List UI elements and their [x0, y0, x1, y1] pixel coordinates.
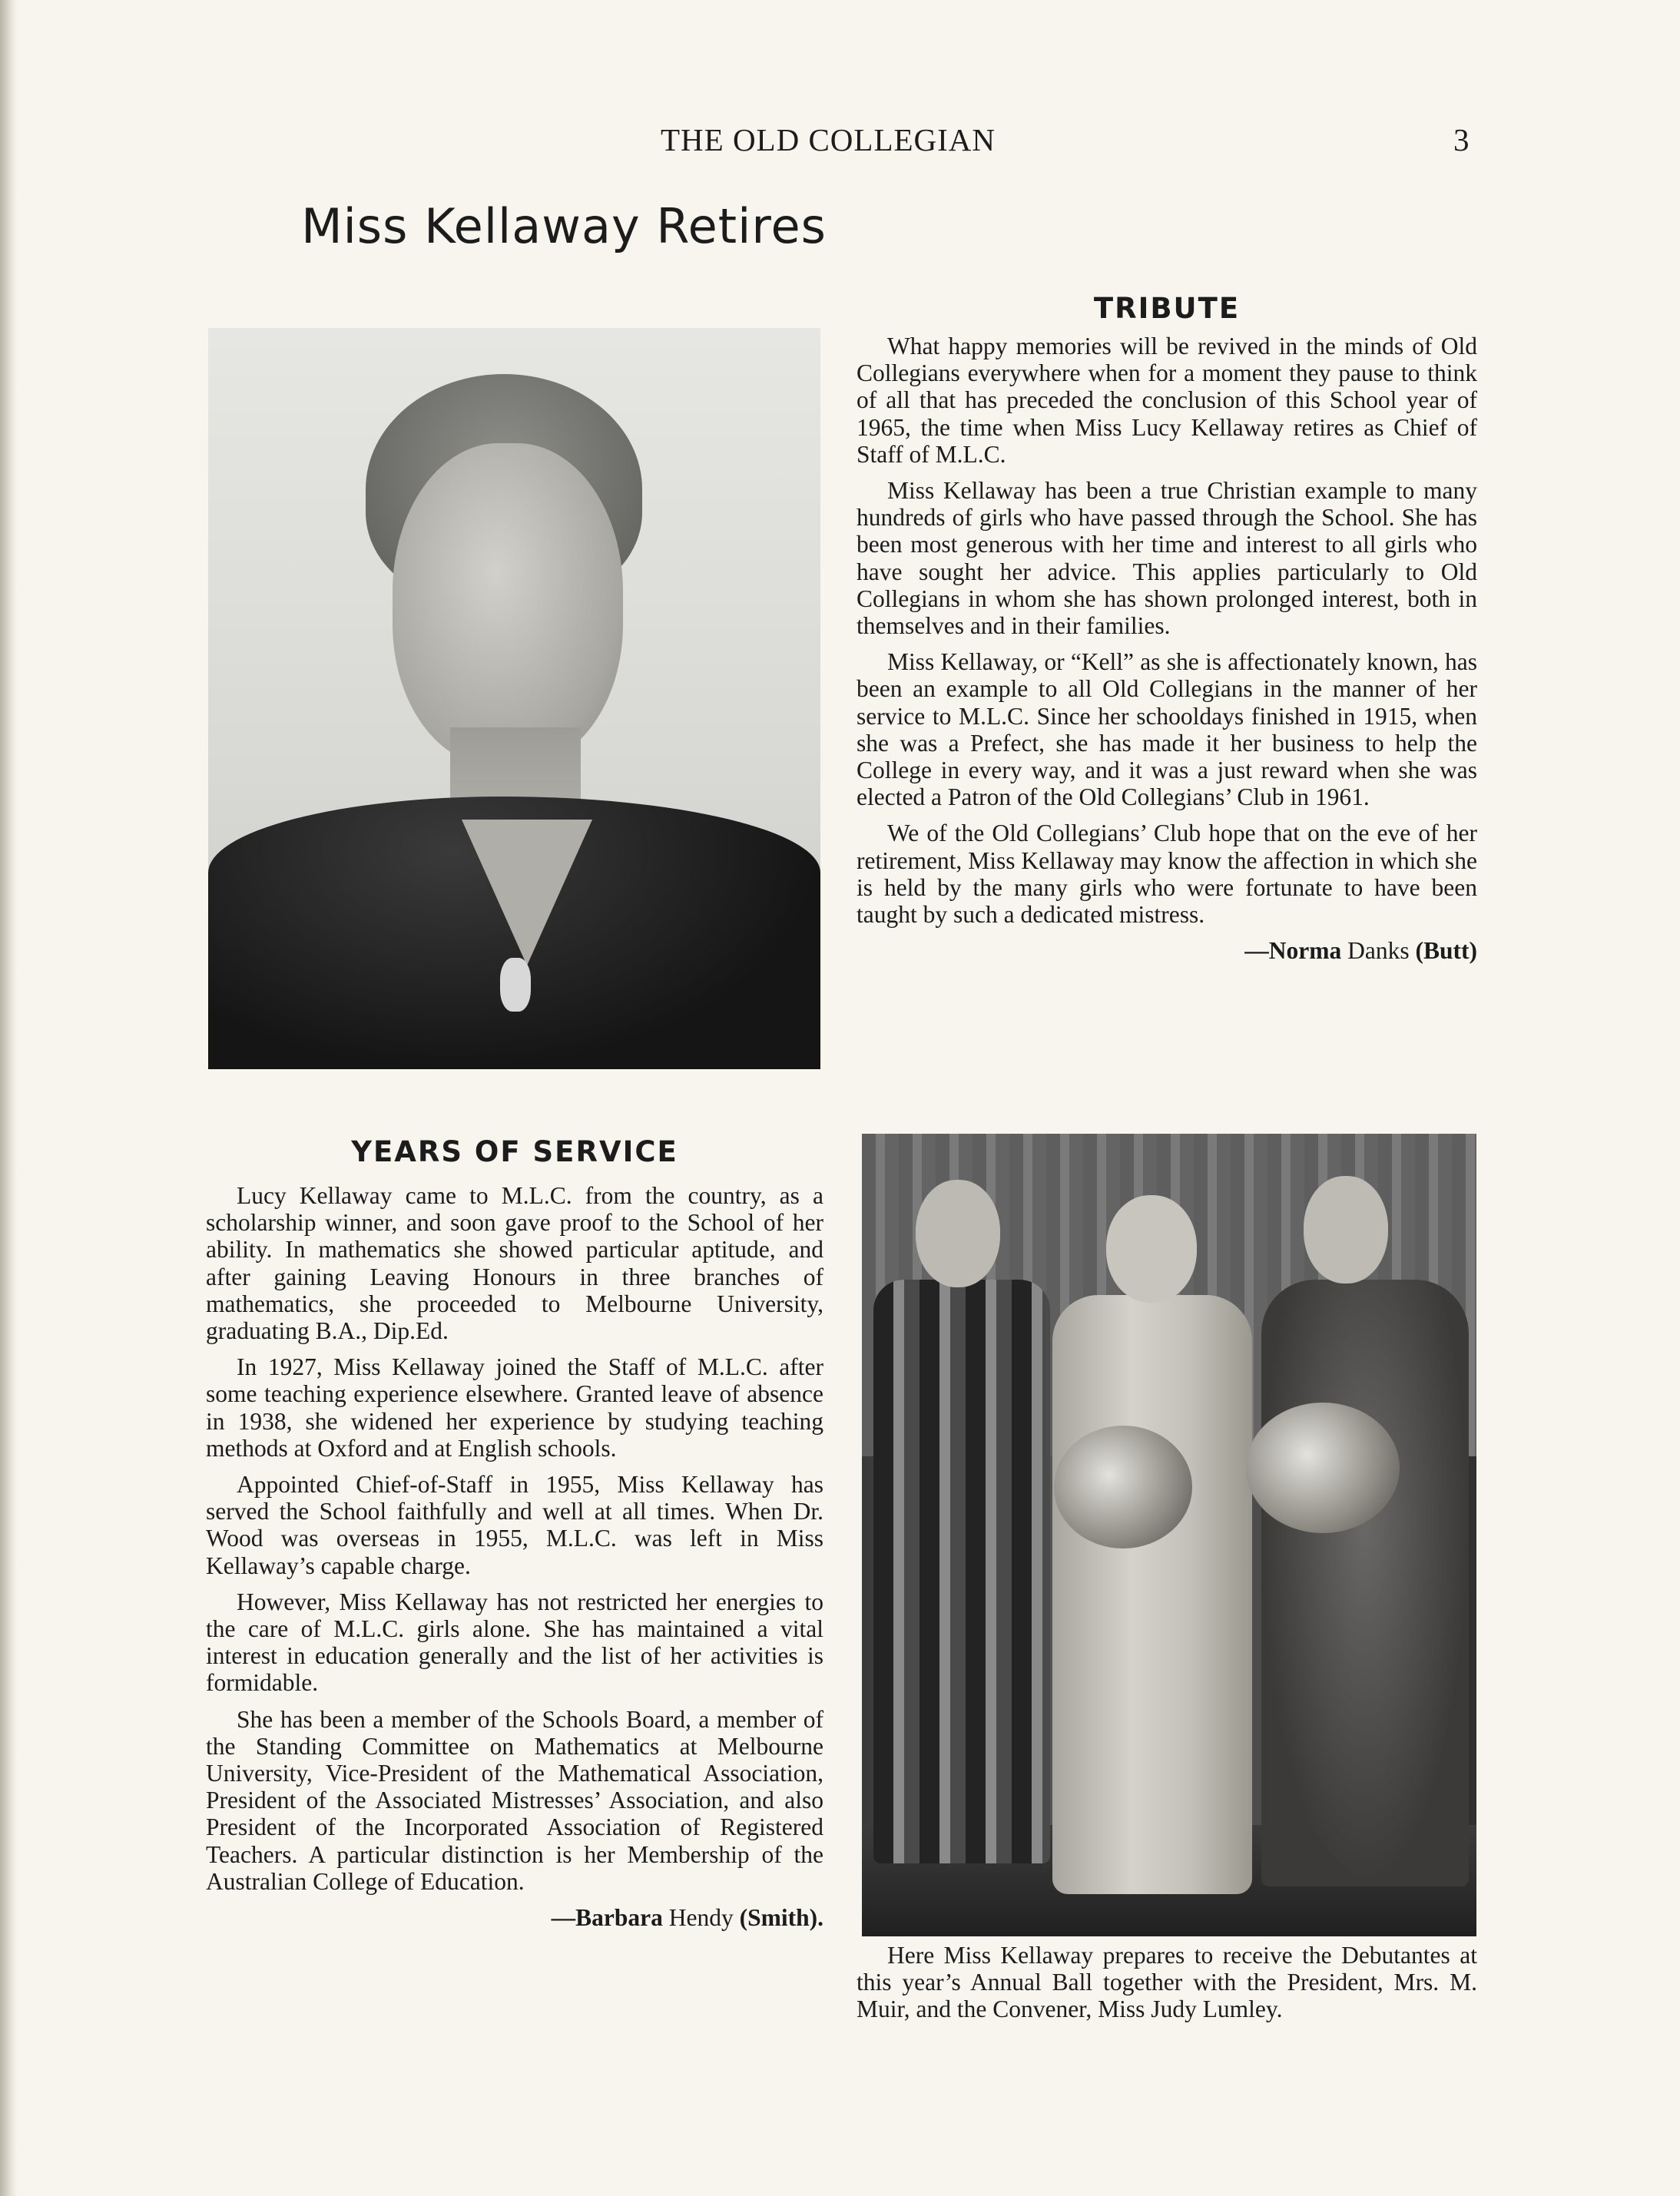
- portrait-face: [393, 443, 623, 766]
- bouquet: [1246, 1403, 1400, 1533]
- portrait-neckline: [462, 820, 592, 966]
- page-number: 3: [1453, 122, 1470, 157]
- byline-maiden-name: (Smith).: [739, 1904, 823, 1932]
- group-photo: [862, 1134, 1476, 1936]
- byline-prefix: —Norma: [1244, 937, 1342, 965]
- figure-left-dress: [873, 1280, 1050, 1863]
- tribute-byline: [857, 937, 1477, 965]
- years-of-service-body: [206, 1182, 823, 1895]
- photo-caption: [857, 1942, 1477, 2023]
- years-of-service-heading: YEARS OF SERVICE: [351, 1135, 678, 1168]
- service-byline: [206, 1904, 823, 1932]
- service-paragraph: She has been a member of the Schools Board, a member of the Standing Committee on Mathematics at Melbourne University, Vice-President of the Mathematical Association, President of the Associated Mistresses’ Association, and also President of the Incorporated Association of Registered Teachers. A particular distinction is her Membership of the Australian College of Education.: [206, 1705, 823, 1895]
- figure-left-face: [916, 1180, 1000, 1287]
- tribute-paragraph: What happy memories will be revived in the minds of Old Collegians everywhere when for a moment they pause to think of all that has preceded the conclusion of this School year of 1965, the time when Miss Lucy Kellaway retires as Chief of Staff of M.L.C.: [857, 333, 1477, 468]
- years-of-service-section: [206, 1135, 823, 1932]
- service-paragraph: In 1927, Miss Kellaway joined the Staff of M.L.C. after some teaching experience elsewhere. Granted leave of absence in 1938, she widened her experience by studying teaching methods at Oxford and at English schools.: [206, 1353, 823, 1462]
- figure-center-face: [1106, 1195, 1197, 1303]
- tribute-paragraph: We of the Old Collegians’ Club hope that on the eve of her retirement, Miss Kellaway may know the affection in which she is held by the many girls who were fortunate to have been taught by such a dedicated mistress.: [857, 820, 1477, 929]
- photo-caption-text: Here Miss Kellaway prepares to receive the Debutantes at this year’s Annual Ball together with the President, Mrs. M. Muir, and the Convener, Miss Judy Lumley.: [857, 1942, 1477, 2023]
- article-title: Miss Kellaway Retires: [301, 198, 827, 254]
- service-paragraph: Appointed Chief-of-Staff in 1955, Miss Kellaway has served the School faithfully and well at all times. When Dr. Wood was overseas in 1955, M.L.C. was left in Miss Kellaway’s capable charge.: [206, 1471, 823, 1579]
- figure-center-gown: [1052, 1295, 1252, 1894]
- byline-name: Danks: [1347, 937, 1410, 965]
- bouquet: [1054, 1426, 1192, 1548]
- tribute-heading: TRIBUTE: [1093, 292, 1241, 325]
- byline-name: Hendy: [668, 1904, 734, 1932]
- publication-title: THE OLD COLLEGIAN: [661, 122, 996, 157]
- service-paragraph: Lucy Kellaway came to M.L.C. from the country, as a scholarship winner, and soon gave proof to the School of her ability. In mathematics she showed particular aptitude, and after gaining Leaving Honours in three branches of mathematics, she proceeded to Melbourne University, graduating B.A., Dip.Ed.: [206, 1182, 823, 1345]
- portrait-brooch: [500, 958, 531, 1012]
- tribute-section: [857, 292, 1477, 965]
- tribute-paragraph: Miss Kellaway, or “Kell” as she is affectionately known, has been an example to all Old Collegians in the manner of her service to M.L.C. Since her schooldays finished in 1915, when she was a Prefect, she has made it her business to help the College in every way, and it was a just reward when she was elected a Patron of the Old Collegians’ Club in 1961.: [857, 648, 1477, 811]
- figure-right-face: [1304, 1176, 1388, 1283]
- page-edge-shadow: [0, 0, 17, 2196]
- byline-maiden-name: (Butt): [1415, 937, 1477, 965]
- figure-right-gown: [1261, 1280, 1469, 1886]
- tribute-paragraph: Miss Kellaway has been a true Christian example to many hundreds of girls who have passed through the School. She has been most generous with her time and interest to all girls who have sought her advice. This applies particularly to Old Collegians in whom she has shown prolonged interest, both in themselves and in their families.: [857, 477, 1477, 640]
- running-head: [0, 121, 1680, 167]
- portrait-photo: [208, 328, 820, 1069]
- byline-prefix: —Barbara: [551, 1904, 663, 1932]
- service-paragraph: However, Miss Kellaway has not restricted her energies to the care of M.L.C. girls alone. She has maintained a vital interest in education generally and the list of her activities is formidable.: [206, 1588, 823, 1697]
- tribute-body: [857, 333, 1477, 928]
